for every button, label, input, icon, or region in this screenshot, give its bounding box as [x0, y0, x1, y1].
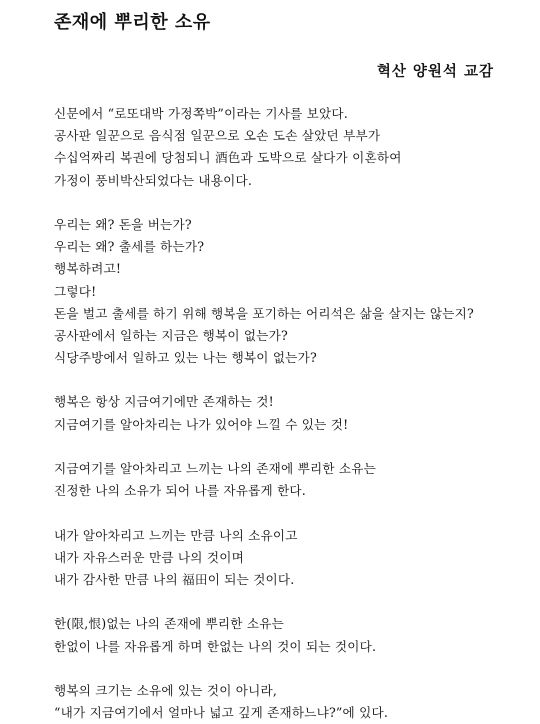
text-line: 우리는 왜? 돈을 버는가?: [54, 216, 192, 232]
paragraph-gap: [54, 502, 524, 524]
text-line: 식당주방에서 일하고 있는 나는 행복이 없는가?: [54, 350, 317, 366]
text-line: 돈을 벌고 출세를 하기 위해 행복을 포기하는 어리석은 삶을 살지는 않는지?: [54, 305, 474, 321]
paragraph-gap: [54, 192, 524, 214]
paragraph: [54, 525, 524, 592]
text-line: 내가 감사한 만큼 나의 福田이 되는 것이다.: [54, 571, 295, 587]
paragraph: [54, 458, 524, 502]
text-line: 행복하려고!: [54, 261, 122, 277]
document-author: 혁산 양원석 교감: [376, 63, 494, 80]
paragraph-gap: [54, 658, 524, 680]
paragraph: [54, 103, 524, 192]
paragraph-gap: [54, 369, 524, 391]
text-line: 공사판에서 일하는 지금은 행복이 없는가?: [54, 327, 288, 343]
text-line: 한없이 나를 자유롭게 하며 한없는 나의 것이 되는 것이다.: [54, 638, 377, 654]
text-line: “내가 지금여기에서 얼마나 넓고 깊게 존재하느냐?”에 있다.: [54, 705, 389, 721]
text-line: 그렇다!: [54, 283, 97, 299]
document-title: 존재에 뿌리한 소유: [54, 12, 211, 33]
text-line: 우리는 왜? 출세를 하는가?: [54, 239, 205, 255]
text-line: 수십억짜리 복권에 당첨되니 酒色과 도박으로 살다가 이혼하여: [54, 150, 402, 166]
document-body: [54, 103, 524, 724]
text-line: 가정이 풍비박산되었다는 내용이다.: [54, 172, 253, 188]
paragraph-gap: [54, 436, 524, 458]
text-line: 지금여기를 알아차리고 느끼는 나의 존재에 뿌리한 소유는: [54, 461, 376, 476]
text-line: 진정한 나의 소유가 되어 나를 자유롭게 한다.: [54, 483, 307, 499]
paragraph: [54, 391, 524, 435]
text-line: 한(限,恨)없는 나의 존재에 뿌리한 소유는: [54, 616, 284, 632]
paragraph: [54, 613, 524, 657]
text-line: 공사판 일꾼으로 음식점 일꾼으로 오손 도손 살았던 부부가: [54, 128, 381, 144]
text-line: 내가 알아차리고 느끼는 만큼 나의 소유이고: [54, 527, 298, 543]
paragraph: [54, 680, 524, 724]
paragraph: [54, 214, 524, 369]
text-line: 신문에서 “로또대박 가정쪽박”이라는 기사를 보았다.: [54, 106, 348, 121]
text-line: 행복의 크기는 소유에 있는 것이 아니라,: [54, 682, 278, 698]
paragraph-gap: [54, 591, 524, 613]
text-line: 지금여기를 알아차리는 나가 있어야 느낄 수 있는 것!: [54, 416, 349, 432]
text-line: 내가 자유스러운 만큼 나의 것이며: [54, 549, 244, 565]
text-line: 행복은 항상 지금여기에만 존재하는 것!: [54, 394, 274, 410]
